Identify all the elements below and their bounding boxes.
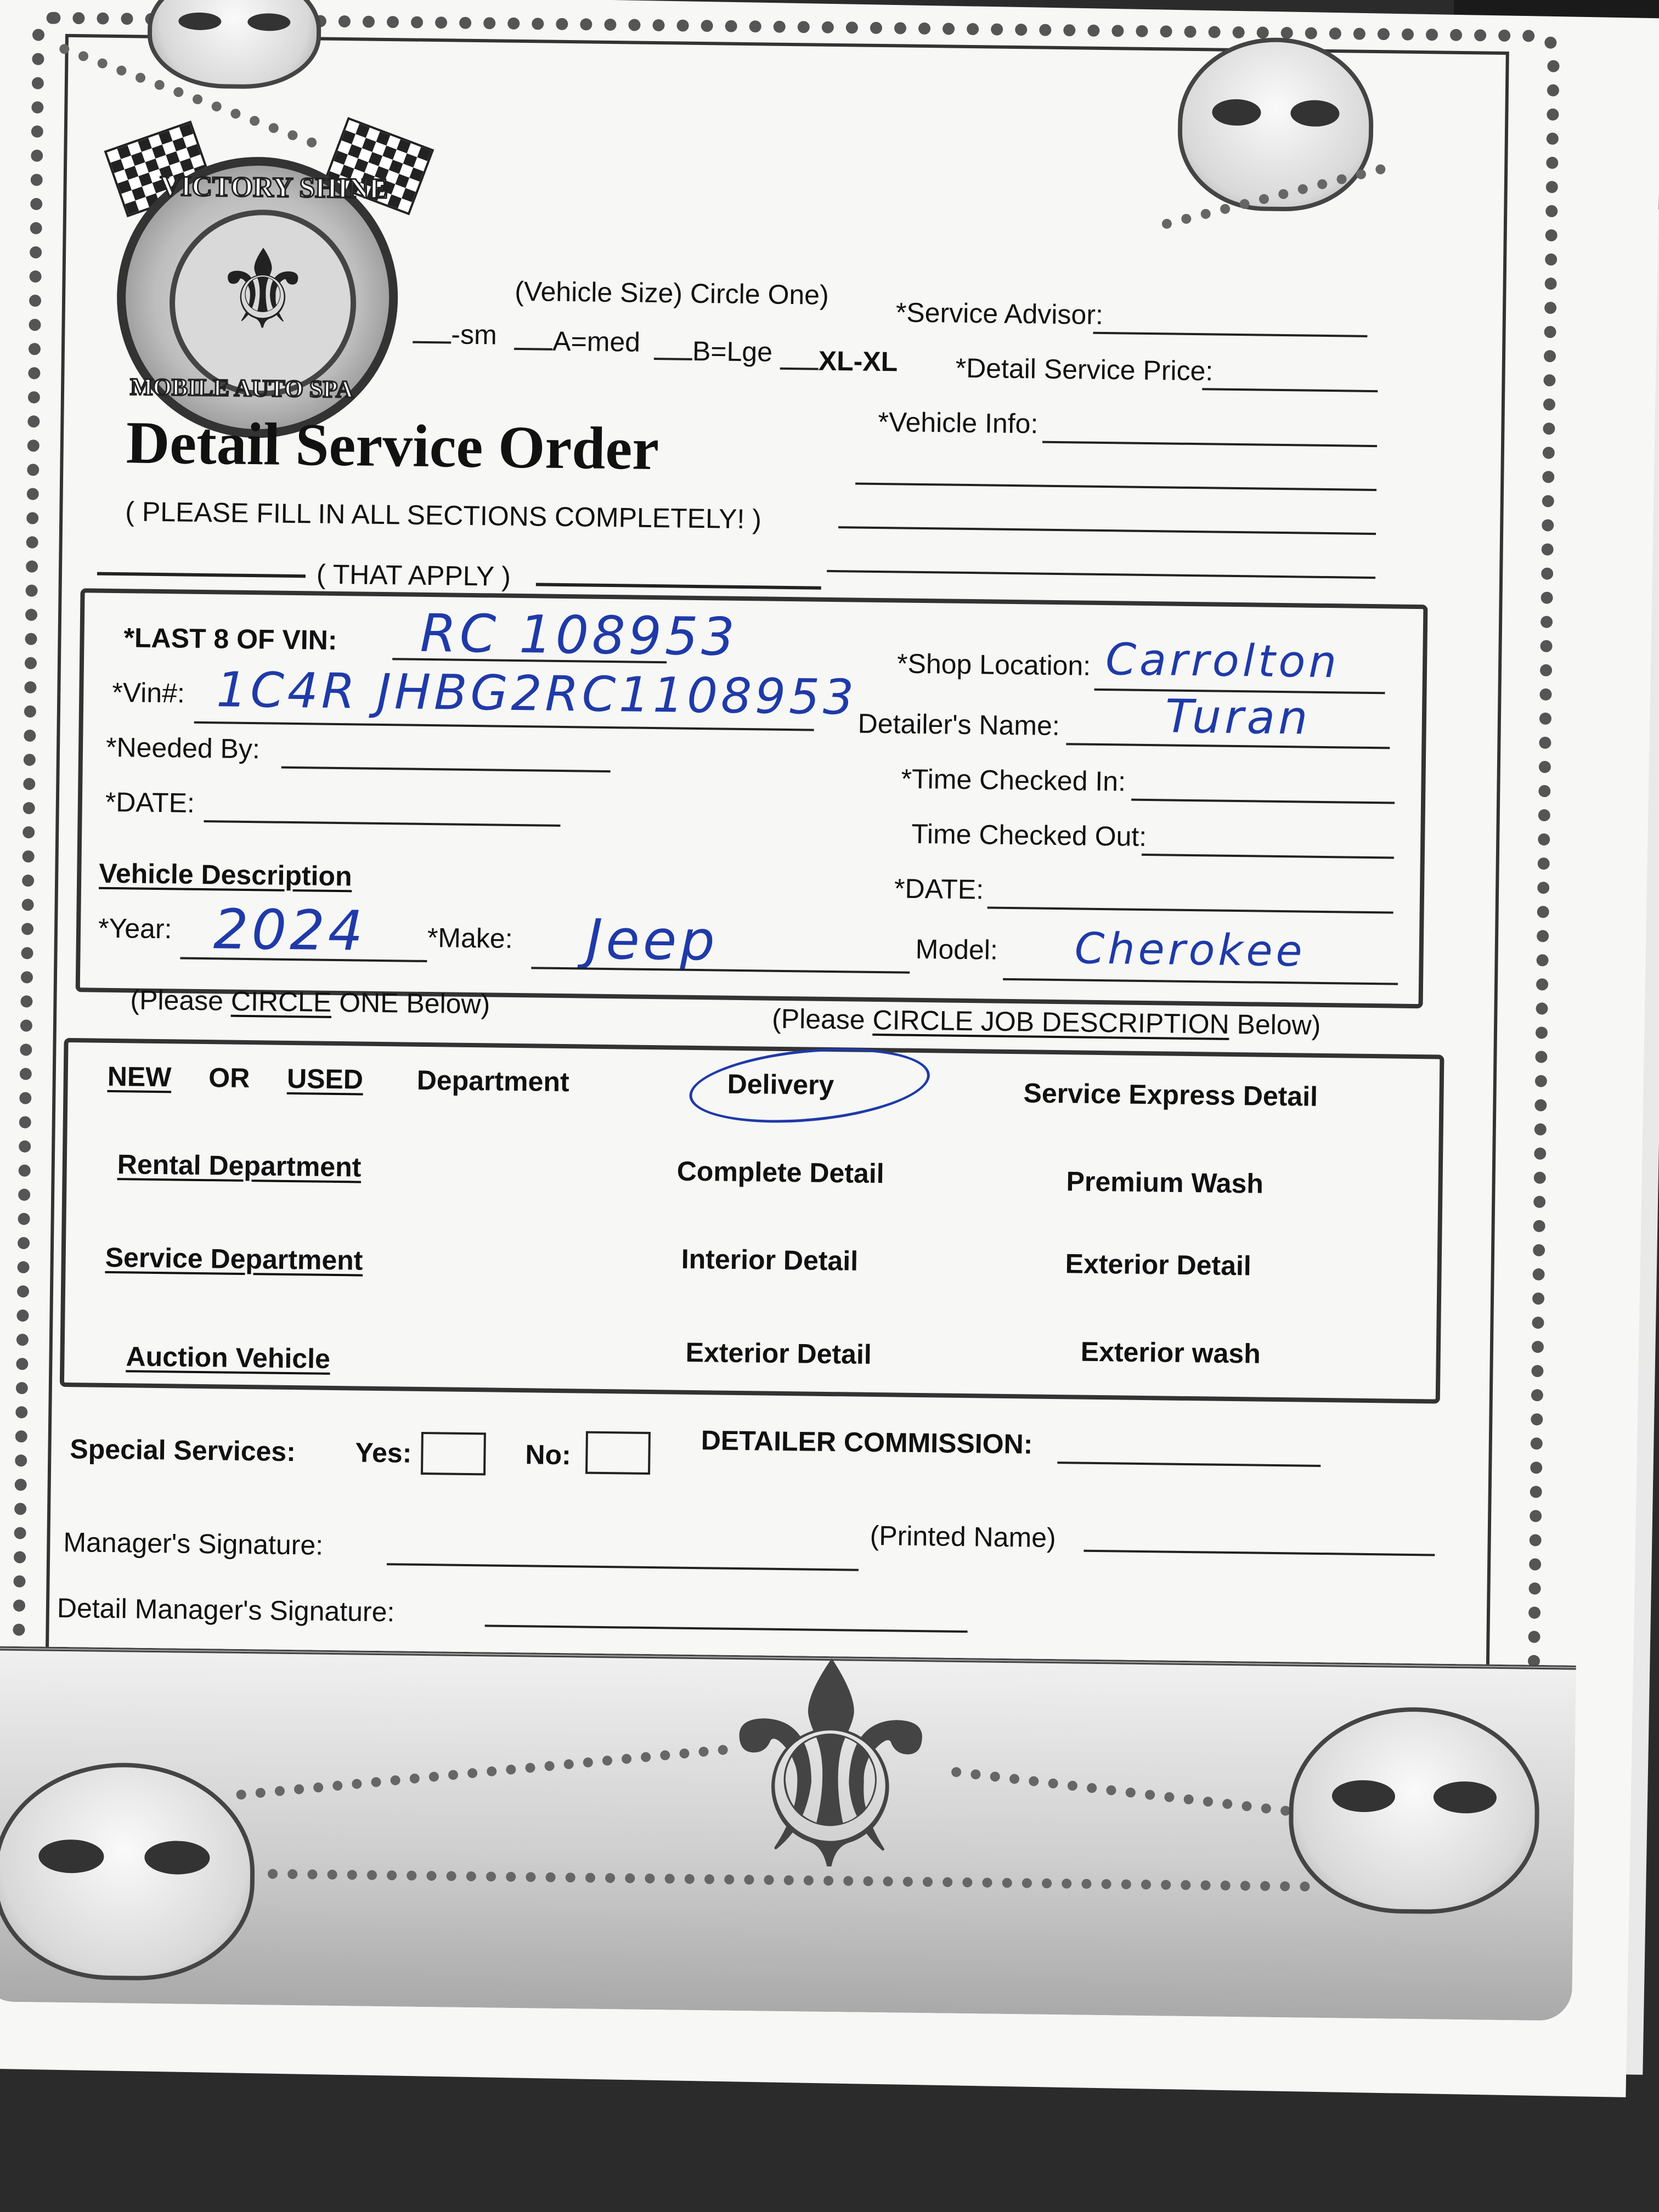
size-option-med[interactable]: A=med [514, 325, 641, 358]
logo-top-text: VICTORY SHINE [160, 170, 388, 205]
no-checkbox[interactable] [585, 1431, 651, 1475]
year-value[interactable]: 2024 [213, 897, 367, 963]
fleur-de-lis-icon: ⚜ [212, 225, 313, 355]
yes-checkbox[interactable] [421, 1432, 486, 1475]
manager-signature-label: Manager's Signature: [63, 1526, 324, 1561]
detailer-commission-label: DETAILER COMMISSION: [701, 1425, 1033, 1460]
year-label: *Year: [98, 912, 172, 945]
logo-bottom-text: MOBILE AUTO SPA [129, 373, 354, 403]
option-complete-detail[interactable]: Complete Detail [676, 1155, 884, 1189]
fill-instruction: ( PLEASE FILL IN ALL SECTIONS COMPLETELY! ) [125, 496, 762, 535]
option-interior-detail[interactable]: Interior Detail [681, 1243, 859, 1277]
shop-location-value[interactable]: Carrolton [1105, 634, 1340, 688]
option-exterior-detail-right[interactable]: Exterior Detail [1065, 1248, 1252, 1282]
model-value[interactable]: Cherokee [1074, 924, 1306, 977]
circle-job-instruction: (Please CIRCLE JOB DESCRIPTION Below) [771, 1003, 1321, 1041]
vehicle-info-label: *Vehicle Info: [878, 406, 1039, 439]
vin-label: *Vin#: [112, 676, 185, 709]
option-rental-department[interactable]: Rental Department [117, 1149, 362, 1183]
size-option-lge[interactable]: B=Lge [654, 335, 773, 368]
vehicle-size-label: (Vehicle Size) Circle One) [515, 275, 830, 311]
option-auction-vehicle[interactable]: Auction Vehicle [126, 1341, 331, 1374]
detail-service-price-label: *Detail Service Price: [955, 352, 1214, 387]
option-delivery[interactable]: Delivery [727, 1068, 834, 1101]
date-label: *DATE: [105, 786, 195, 819]
option-service-department[interactable]: Service Department [105, 1242, 363, 1276]
detailer-name-value[interactable]: Turan [1165, 689, 1311, 745]
vehicle-description-label: Vehicle Description [98, 857, 352, 892]
option-new[interactable]: NEW [107, 1060, 172, 1093]
printed-name-label: (Printed Name) [870, 1520, 1056, 1554]
department-label: Department [416, 1064, 569, 1098]
page-title: Detail Service Order [126, 409, 659, 483]
shop-location-label: *Shop Location: [896, 648, 1091, 681]
option-service-express-detail[interactable]: Service Express Detail [1023, 1077, 1318, 1112]
that-apply-label: ( THAT APPLY ) [316, 558, 511, 592]
needed-by-label: *Needed By: [105, 731, 261, 765]
last8-vin-value[interactable]: RC 108953 [420, 603, 738, 668]
option-exterior-wash[interactable]: Exterior wash [1080, 1336, 1261, 1369]
make-value[interactable]: Jeep [586, 907, 719, 973]
option-premium-wash[interactable]: Premium Wash [1066, 1166, 1264, 1199]
make-label: *Make: [427, 922, 513, 954]
service-advisor-label: *Service Advisor: [895, 297, 1104, 330]
detail-manager-signature-label: Detail Manager's Signature: [57, 1592, 395, 1628]
option-exterior-detail-middle[interactable]: Exterior Detail [685, 1336, 872, 1370]
vin-value[interactable]: 1C4R JHBG2RC1108953 [216, 661, 857, 726]
time-checked-out-label: Time Checked Out: [911, 818, 1147, 853]
time-checked-in-label: *Time Checked In: [901, 763, 1126, 797]
size-option-sm[interactable]: -sm [413, 318, 497, 351]
date2-label: *DATE: [894, 873, 984, 905]
model-label: Model: [915, 933, 998, 966]
detailer-name-label: Detailer's Name: [857, 708, 1060, 742]
fleur-de-lis-bottom-icon: ⚜ [700, 1600, 961, 1936]
or-label: OR [208, 1062, 250, 1094]
option-used[interactable]: USED [286, 1063, 364, 1095]
department-new-used [107, 1060, 569, 1098]
no-label: No: [525, 1439, 572, 1471]
circle-one-instruction: (Please CIRCLE ONE Below) [130, 984, 490, 1020]
last8-vin-label: *LAST 8 OF VIN: [123, 622, 337, 656]
size-option-xl[interactable]: XL-XL [780, 345, 898, 378]
yes-label: Yes: [355, 1437, 412, 1469]
special-services-label: Special Services: [70, 1434, 296, 1468]
